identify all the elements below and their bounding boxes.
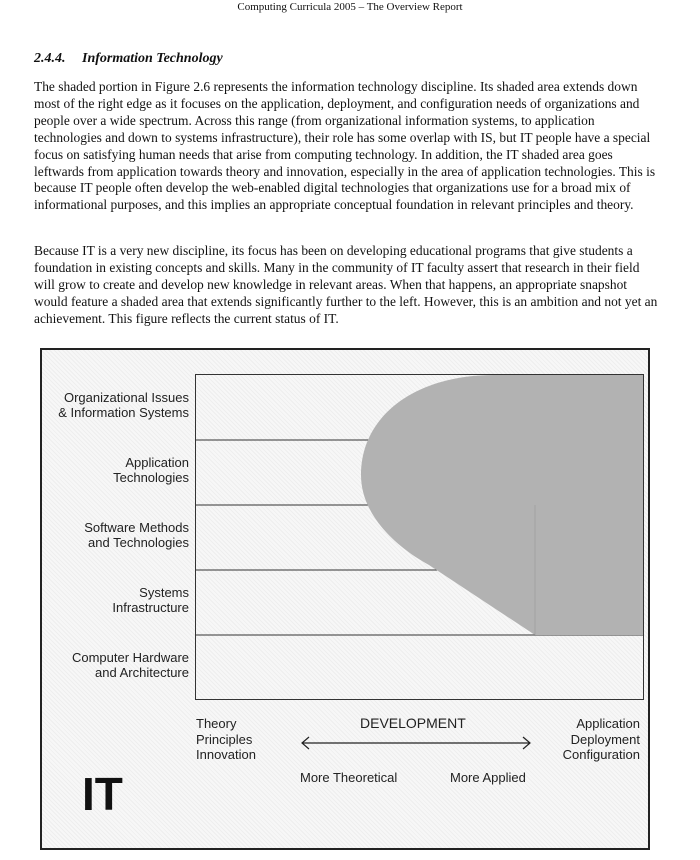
row-label-text: Systems Infrastructure xyxy=(112,585,189,615)
axis-title: DEVELOPMENT xyxy=(360,715,466,731)
more-applied-label: More Applied xyxy=(450,770,526,785)
discipline-label: IT xyxy=(82,768,123,820)
double-arrow-icon xyxy=(300,736,532,750)
row-label-systems-infrastructure xyxy=(39,585,189,615)
row-label-text: Software Methods and Technologies xyxy=(84,520,189,550)
row-label-software-methods xyxy=(39,520,189,550)
row-label-organizational-issues xyxy=(39,390,189,420)
discipline-grid xyxy=(195,374,644,700)
it-discipline-figure xyxy=(40,348,650,850)
axis-left-end-label: Theory Principles Innovation xyxy=(196,716,256,762)
body-paragraph-2: Because IT is a very new discipline, its focus has been on developing educational programs that give students a foundation in existing concepts and skills. Many in the community of IT faculty assert that research in their field will grow to create and develop new knowledge in relevant areas. When that happens, an appropriate snapshot would feature a shaded area that extends significantly further to the left. However, this is an ambition and not yet an achievement. This figure reflects the current status of IT. xyxy=(34,243,658,326)
more-theoretical-label: More Theoretical xyxy=(300,770,398,785)
row-label-text: Organizational Issues & Information Systems xyxy=(58,390,189,420)
axis-right-end-label: Application Deployment Configuration xyxy=(562,716,640,762)
row-label-computer-hardware xyxy=(39,650,189,680)
running-header: Computing Curricula 2005 – The Overview Report xyxy=(237,1,463,13)
row-label-application-technologies xyxy=(39,455,189,485)
row-label-text: Application Technologies xyxy=(113,455,189,485)
section-title: Information Technology xyxy=(82,51,223,66)
section-number: 2.4.4. xyxy=(34,51,66,66)
body-paragraph-1: The shaded portion in Figure 2.6 represents the information technology discipline. Its shaded area extends down most of the right edge as it focuses on the application, deployment, and configuration needs of organizations and people over a wide spectrum. Across this range (from organizational information systems, to application technologies and down to systems infrastructure), their role has some overlap with IS, but IT people have a special focus on satisfying human needs that arise from computing technology. In addition, the IT shaded area goes leftwards from application towards theory and innovation, especially in the area of application technologies. This is because IT people often develop the web-enabled digital technologies that organizations use for a broad mix of informational purposes, and this implies an appropriate conceptual foundation in relevant principles and theory. xyxy=(34,79,656,213)
grid-svg xyxy=(196,375,644,700)
section-heading xyxy=(34,50,223,68)
row-label-text: Computer Hardware and Architecture xyxy=(71,650,189,680)
it-shaded-area xyxy=(361,375,644,635)
